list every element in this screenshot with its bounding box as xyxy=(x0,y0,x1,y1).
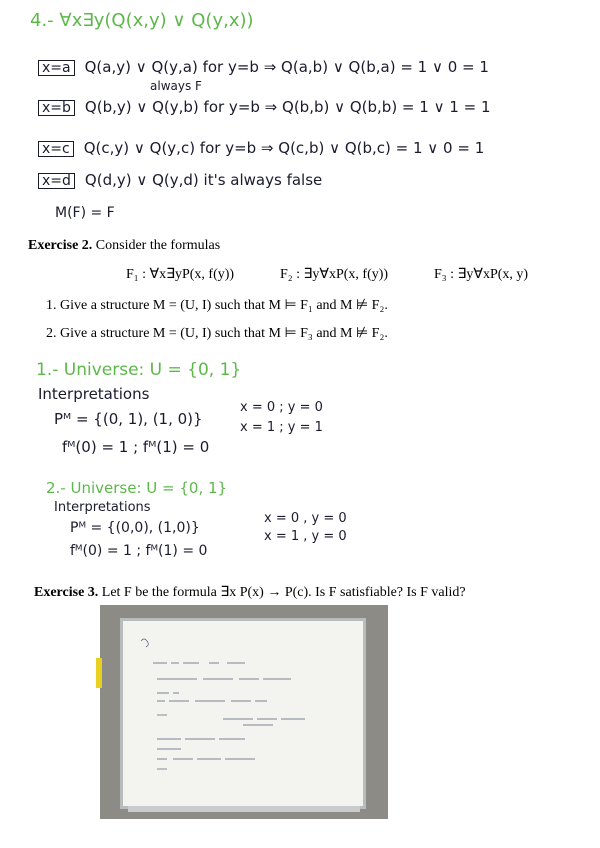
exercise2-item-1: 1. Give a structure M = (U, I) such that M ⊨ F₁ and M ⊭ F₂. xyxy=(46,298,388,313)
exercise3-line xyxy=(34,584,466,601)
always-f-note: always F xyxy=(150,79,202,93)
part2-universe: 2.- Universe: U = {0, 1} xyxy=(46,479,228,497)
handwritten-row-b xyxy=(38,98,491,116)
whiteboard-yellow-tag xyxy=(96,658,102,688)
handwritten-title-4: 4.- ∀x∃y(Q(x,y) ∨ Q(y,x)) xyxy=(30,10,254,31)
part2-assignment-1: x = 0 , y = 0 xyxy=(264,511,347,526)
handwritten-row-a xyxy=(38,58,489,76)
part1-interpretations: Interpretations xyxy=(38,385,150,403)
exercise2-intro: Consider the formulas xyxy=(95,238,221,253)
handwritten-row-d xyxy=(38,171,322,189)
row-text-c: Q(c,y) ∨ Q(y,c) for y=b ⇒ Q(c,b) ∨ Q(b,c) = 1 ∨ 0 = 1 xyxy=(83,139,485,157)
part2-assignment-2: x = 1 , y = 0 xyxy=(264,529,347,544)
exercise3-text: Let F be the formula ∃x P(x) → P(c). Is F satisfiable? Is F valid? xyxy=(101,585,466,600)
case-box-d: x=d xyxy=(38,173,75,189)
part1-predicate-p: Pᴹ = {(0, 1), (1, 0)} xyxy=(54,410,203,428)
row-text-b: Q(b,y) ∨ Q(y,b) for y=b ⇒ Q(b,b) ∨ Q(b,b) = 1 ∨ 1 = 1 xyxy=(84,98,491,116)
part2-interpretations: Interpretations xyxy=(54,500,151,515)
whiteboard-surface xyxy=(120,618,366,809)
handwritten-result: M(F) = F xyxy=(55,205,115,221)
formula-f1: F₁ : ∀x∃yP(x, f(y)) xyxy=(126,267,235,282)
case-box-c: x=c xyxy=(38,141,74,157)
whiteboard-scribbles xyxy=(123,621,363,806)
part1-function-f: fᴹ(0) = 1 ; fᴹ(1) = 0 xyxy=(62,438,210,456)
exercise3-heading: Exercise 3. xyxy=(34,585,99,600)
part1-universe: 1.- Universe: U = {0, 1} xyxy=(36,360,242,380)
part1-assignment-1: x = 0 ; y = 0 xyxy=(240,400,323,415)
part2-function-f: fᴹ(0) = 1 ; fᴹ(1) = 0 xyxy=(70,543,208,559)
whiteboard-tray xyxy=(128,806,360,812)
formula-f3: F₃ : ∃y∀xP(x, y) xyxy=(434,267,529,282)
handwritten-row-c xyxy=(38,139,484,157)
exercise2-item-2: 2. Give a structure M = (U, I) such that M ⊨ F₃ and M ⊭ F₂. xyxy=(46,326,388,341)
case-box-a: x=a xyxy=(38,60,75,76)
row-text-d: Q(d,y) ∨ Q(y,d) it's always false xyxy=(84,171,323,189)
row-text-a: Q(a,y) ∨ Q(y,a) for y=b ⇒ Q(a,b) ∨ Q(b,a) = 1 ∨ 0 = 1 xyxy=(84,58,489,76)
part1-assignment-2: x = 1 ; y = 1 xyxy=(240,420,323,435)
formula-f2: F₂ : ∃y∀xP(x, f(y)) xyxy=(280,267,389,282)
exercise2-heading: Exercise 2. xyxy=(28,238,93,253)
part2-predicate-p: Pᴹ = {(0,0), (1,0)} xyxy=(70,520,200,536)
exercise2-header xyxy=(28,238,220,254)
case-box-b: x=b xyxy=(38,100,75,116)
